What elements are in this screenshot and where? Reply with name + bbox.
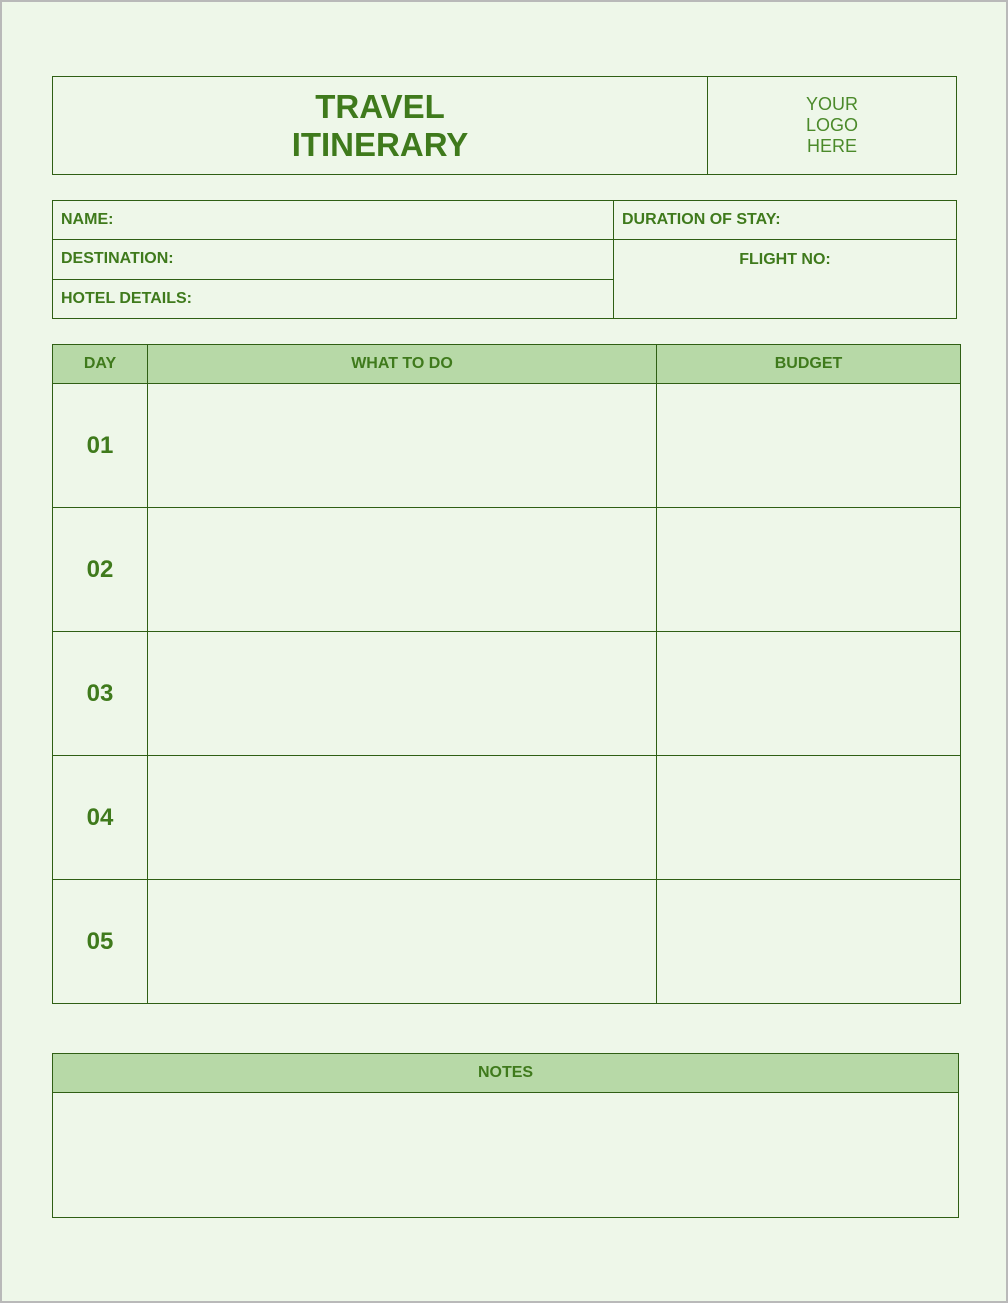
budget-cell[interactable] xyxy=(657,384,960,507)
logo-line-3: HERE xyxy=(806,136,857,156)
notes-header: NOTES xyxy=(53,1054,958,1093)
flight-no-field[interactable] xyxy=(614,240,956,318)
hotel-details-label: HOTEL DETAILS: xyxy=(61,289,192,307)
itinerary-header-row xyxy=(53,345,960,384)
logo-line-2: LOGO xyxy=(805,115,858,135)
title-line-2: ITINERARY xyxy=(291,125,469,163)
day-number: 02 xyxy=(53,508,148,631)
budget-cell[interactable] xyxy=(657,632,960,755)
what-to-do-cell[interactable] xyxy=(148,880,657,1003)
title-line-1: TRAVEL xyxy=(315,87,445,125)
logo-placeholder xyxy=(708,77,956,174)
name-field[interactable] xyxy=(53,201,613,239)
table-row xyxy=(53,507,960,631)
hotel-details-field[interactable] xyxy=(53,279,613,318)
budget-cell[interactable] xyxy=(657,508,960,631)
header-box xyxy=(52,76,957,175)
what-to-do-cell[interactable] xyxy=(148,632,657,755)
name-label: NAME: xyxy=(61,211,114,229)
day-number: 03 xyxy=(53,632,148,755)
destination-label: DESTINATION: xyxy=(61,250,174,268)
budget-cell[interactable] xyxy=(657,756,960,879)
itinerary-table xyxy=(52,344,961,1004)
flight-no-label: FLIGHT NO: xyxy=(739,251,831,268)
table-row xyxy=(53,879,960,1003)
day-number: 04 xyxy=(53,756,148,879)
budget-cell[interactable] xyxy=(657,880,960,1003)
what-to-do-cell[interactable] xyxy=(148,508,657,631)
table-row xyxy=(53,755,960,879)
logo-line-1: YOUR xyxy=(805,94,858,114)
what-to-do-cell[interactable] xyxy=(148,384,657,507)
what-to-do-cell[interactable] xyxy=(148,756,657,879)
traveler-info-box xyxy=(52,200,957,319)
what-to-do-column-header: WHAT TO DO xyxy=(148,345,657,383)
destination-field[interactable] xyxy=(53,239,613,278)
info-left-column xyxy=(53,201,614,318)
duration-field[interactable] xyxy=(614,201,956,240)
day-column-header: DAY xyxy=(53,345,148,383)
table-row xyxy=(53,384,960,507)
table-row xyxy=(53,631,960,755)
notes-box xyxy=(52,1053,959,1218)
day-number: 01 xyxy=(53,384,148,507)
info-right-column xyxy=(614,201,956,318)
notes-area[interactable] xyxy=(53,1093,958,1217)
title-cell xyxy=(53,77,708,174)
duration-label: DURATION OF STAY: xyxy=(622,211,781,228)
day-number: 05 xyxy=(53,880,148,1003)
budget-column-header: BUDGET xyxy=(774,355,843,372)
